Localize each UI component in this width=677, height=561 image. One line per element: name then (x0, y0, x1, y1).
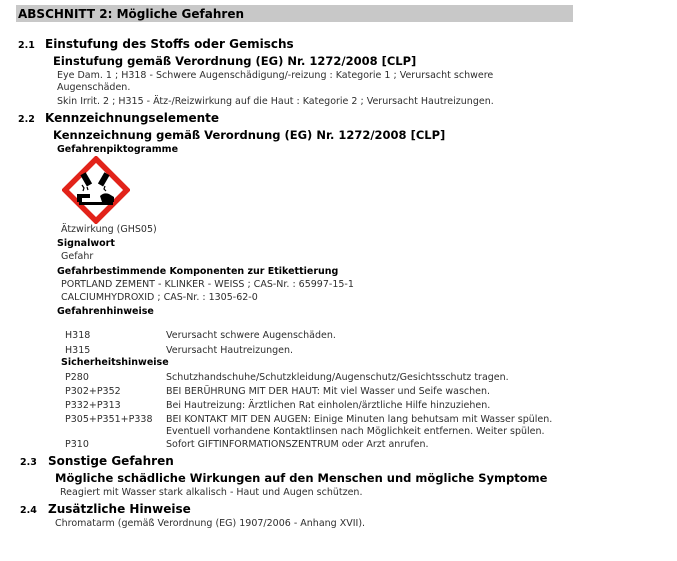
signal-word: Gefahr (61, 251, 94, 262)
signal-word-label: Signalwort (57, 238, 115, 249)
precaution-text: Bei Hautreizung: Ärztlichen Rat einholen/ärztliche Hilfe hinzuziehen. (166, 400, 491, 411)
classification-line: Eye Dam. 1 ; H318 - Schwere Augenschädigung/-reizung : Kategorie 1 ; Verursacht schwere (57, 70, 494, 81)
section-2-1-title: Einstufung des Stoffs oder Gemischs (45, 37, 294, 51)
precaution-text: Sofort GIFTINFORMATIONSZENTRUM oder Arzt anrufen. (166, 439, 429, 450)
classification-line: Skin Irrit. 2 ; H315 - Ätz-/Reizwirkung auf die Haut : Kategorie 2 ; Verursacht Hautreizungen. (57, 96, 494, 107)
hazard-text: Verursacht schwere Augenschäden. (166, 330, 336, 341)
classification-line-cont: Augenschäden. (57, 82, 131, 93)
section-title: ABSCHNITT 2: Mögliche Gefahren (18, 7, 245, 21)
precaution-text: BEI BERÜHRUNG MIT DER HAUT: Mit viel Wasser und Seife waschen. (166, 386, 491, 397)
section-2-1-subtitle: Einstufung gemäß Verordnung (EG) Nr. 1272/2008 [CLP] (53, 54, 417, 68)
other-hazards-text: Reagiert mit Wasser stark alkalisch - Haut und Augen schützen. (60, 487, 363, 498)
pictogram-caption: Ätzwirkung (GHS05) (61, 224, 157, 235)
section-2-2-title: Kennzeichnungselemente (45, 111, 220, 125)
precaution-code: P305+P351+P338 (65, 414, 153, 425)
precaution-code: P310 (65, 439, 89, 450)
section-2-3-number: 2.3 (20, 457, 37, 468)
section-2-2-subtitle: Kennzeichnung gemäß Verordnung (EG) Nr. 1272/2008 [CLP] (53, 128, 446, 142)
ghs05-corrosion-icon (62, 156, 130, 224)
section-2-3-subtitle: Mögliche schädliche Wirkungen auf den Menschen und mögliche Symptome (55, 471, 548, 485)
precaution-text-cont: Eventuell vorhandene Kontaktlinsen nach Möglichkeit entfernen. Weiter spülen. (166, 426, 545, 437)
hazard-text: Verursacht Hautreizungen. (166, 345, 294, 356)
additional-info-text: Chromatarm (gemäß Verordnung (EG) 1907/2006 - Anhang XVII). (55, 518, 366, 529)
section-2-4-number: 2.4 (20, 505, 37, 516)
section-2-1-number: 2.1 (18, 40, 35, 51)
section-2-2-number: 2.2 (18, 114, 35, 125)
hazard-code: H318 (65, 330, 91, 341)
component-item: PORTLAND ZEMENT - KLINKER - WEISS ; CAS-Nr. : 65997-15-1 (61, 279, 354, 290)
components-label: Gefahrbestimmende Komponenten zur Etikettierung (57, 266, 339, 277)
precaution-code: P280 (65, 372, 89, 383)
precautionary-statements-label: Sicherheitshinweise (61, 357, 169, 368)
pictograms-label: Gefahrenpiktogramme (57, 144, 179, 155)
section-2-4-title: Zusätzliche Hinweise (48, 502, 191, 516)
precaution-text: Schutzhandschuhe/Schutzkleidung/Augenschutz/Gesichtsschutz tragen. (166, 372, 509, 383)
hazard-code: H315 (65, 345, 91, 356)
precaution-code: P332+P313 (65, 400, 121, 411)
precaution-text: BEI KONTAKT MIT DEN AUGEN: Einige Minuten lang behutsam mit Wasser spülen. (166, 414, 553, 425)
hazard-statements-label: Gefahrenhinweise (57, 306, 154, 317)
section-2-3-title: Sonstige Gefahren (48, 454, 174, 468)
precaution-code: P302+P352 (65, 386, 121, 397)
component-item: CALCIUMHYDROXID ; CAS-Nr. : 1305-62-0 (61, 292, 258, 303)
